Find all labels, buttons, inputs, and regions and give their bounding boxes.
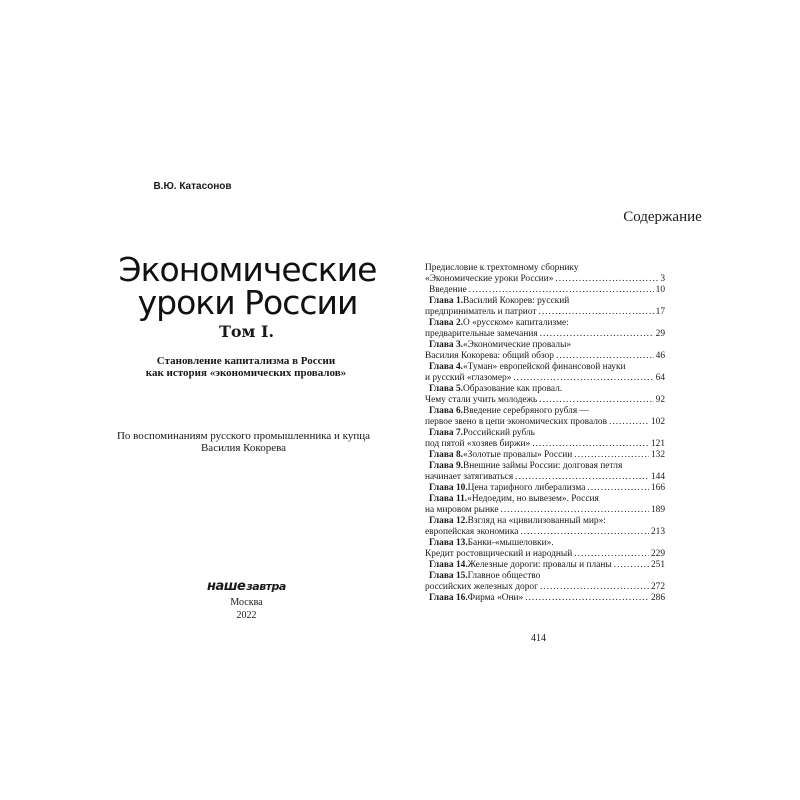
dot-leader xyxy=(555,274,658,285)
toc-text: Железные дороги: провалы и планы xyxy=(467,560,612,570)
toc-line xyxy=(425,461,665,472)
toc-line xyxy=(425,417,665,428)
toc-line xyxy=(425,516,665,527)
toc-text: «Экономические провалы» xyxy=(462,340,572,350)
dot-leader xyxy=(538,307,653,318)
toc-entry xyxy=(425,483,665,494)
toc-entry xyxy=(425,318,665,340)
toc-line xyxy=(425,351,665,362)
toc-text: первое звено в цепи экономических провалов xyxy=(425,417,608,427)
publication-city: Москва xyxy=(230,597,263,608)
toc-text: предприниматель и патриот xyxy=(425,307,537,317)
toc-text: Цена тарифного либерализма xyxy=(467,483,586,493)
chapter-number: Глава 9. xyxy=(429,461,463,471)
toc-line xyxy=(425,549,665,560)
toc-text: «Туман» европейской финансовой науки xyxy=(462,362,626,372)
dot-leader xyxy=(515,472,649,483)
contents-page xyxy=(400,0,800,800)
chapter-number: Глава 4. xyxy=(429,362,463,372)
dot-leader xyxy=(574,450,649,461)
toc-entry xyxy=(425,384,665,406)
toc-page-number: 10 xyxy=(655,285,665,295)
toc-entry xyxy=(425,340,665,362)
toc-text: Внешние займы России: долговая петля xyxy=(462,461,623,471)
page-number: 414 xyxy=(531,633,546,644)
toc-text: Введение серебряного рубля — xyxy=(462,406,589,416)
toc-line xyxy=(425,450,665,461)
toc-page-number: 213 xyxy=(650,527,665,537)
dot-leader xyxy=(574,549,649,560)
toc-text: Банки-«мышеловки». xyxy=(467,538,554,548)
toc-line xyxy=(425,494,665,505)
toc-line xyxy=(425,505,665,516)
publisher-logo-part-2: завтра xyxy=(246,580,286,593)
chapter-number: Глава 12. xyxy=(429,516,468,526)
toc-text: под пятой «хозяев биржи» xyxy=(425,439,531,449)
toc-text: европейская экономика xyxy=(425,527,519,537)
dot-leader xyxy=(500,505,648,516)
toc-text: российских железных дорог xyxy=(425,582,538,592)
volume-number: Том I. xyxy=(218,322,275,341)
toc-entry xyxy=(425,263,665,285)
publication-year: 2022 xyxy=(236,610,257,621)
toc-entry xyxy=(425,428,665,450)
toc-text: Фирма «Они» xyxy=(467,593,524,603)
memoir-note-line-1: По воспоминаниям русского промышленника и купца xyxy=(116,430,371,442)
toc-text: Чему стали учить молодежь xyxy=(425,395,538,405)
toc-text: на мировом рынке xyxy=(425,505,499,515)
toc-page-number: 29 xyxy=(655,329,665,339)
toc-entry xyxy=(425,560,665,571)
toc-line xyxy=(425,428,665,439)
toc-line xyxy=(425,527,665,538)
toc-entry xyxy=(425,538,665,560)
toc-page-number: 121 xyxy=(650,439,665,449)
toc-page-number: 251 xyxy=(650,560,665,570)
toc-text: «Недоедим, но вывезем». Россия xyxy=(467,494,599,504)
publisher-logo xyxy=(207,580,287,594)
toc-page-number: 144 xyxy=(650,472,665,482)
toc-line xyxy=(425,340,665,351)
contents-list xyxy=(425,263,665,604)
chapter-number: Глава 5. xyxy=(429,384,463,394)
toc-line xyxy=(425,318,665,329)
toc-entry xyxy=(425,593,665,604)
toc-line xyxy=(425,263,665,274)
dot-leader xyxy=(525,593,649,604)
chapter-number: Глава 6. xyxy=(429,406,463,416)
toc-text: и русский «глазомер» xyxy=(425,373,512,383)
chapter-number: Глава 2. xyxy=(429,318,463,328)
toc-entry xyxy=(425,285,665,296)
toc-line xyxy=(425,560,665,571)
chapter-number: Глава 1. xyxy=(429,296,463,306)
toc-entry xyxy=(425,494,665,516)
dot-leader xyxy=(520,527,649,538)
toc-line xyxy=(425,439,665,450)
toc-text: Российский рубль xyxy=(462,428,535,438)
toc-page-number: 3 xyxy=(660,274,665,284)
chapter-number: Глава 10. xyxy=(429,483,468,493)
toc-entry xyxy=(425,450,665,461)
chapter-number: Глава 13. xyxy=(429,538,468,548)
toc-entry xyxy=(425,571,665,593)
chapter-number: Глава 14. xyxy=(429,560,468,570)
author-name: В.Ю. Катасонов xyxy=(153,181,232,192)
chapter-number: Глава 15. xyxy=(429,571,468,581)
toc-text: начинает затягиваться xyxy=(425,472,514,482)
toc-text: Василия Кокорева: общий обзор xyxy=(425,351,554,361)
dot-leader xyxy=(540,329,654,340)
toc-line xyxy=(425,571,665,582)
dot-leader xyxy=(609,417,649,428)
dot-leader xyxy=(556,351,654,362)
dot-leader xyxy=(614,560,649,571)
toc-text: Главное общество xyxy=(467,571,541,581)
toc-text: Кредит ростовщический и народный xyxy=(425,549,573,559)
memoir-note-line-2: Василия Кокорева xyxy=(200,442,287,454)
toc-text: «Экономические уроки России» xyxy=(425,274,554,284)
chapter-number: Глава 3. xyxy=(429,340,463,350)
toc-text: Взгляд на «цивилизованный мир»: xyxy=(467,516,606,526)
toc-text: Василий Кокорев: русский xyxy=(462,296,570,306)
dot-leader xyxy=(513,373,653,384)
toc-line xyxy=(425,373,665,384)
toc-page-number: 229 xyxy=(650,549,665,559)
toc-line xyxy=(425,538,665,549)
toc-entry xyxy=(425,516,665,538)
book-title-line-2: уроки России xyxy=(137,283,358,322)
toc-page-number: 286 xyxy=(650,593,665,603)
subtitle-line-2: как история «экономических провалов» xyxy=(145,367,347,379)
contents-heading: Содержание xyxy=(623,209,702,225)
toc-line xyxy=(425,472,665,483)
toc-line xyxy=(425,593,665,604)
toc-text: Предисловие к трехтомному сборнику xyxy=(425,263,579,273)
toc-line xyxy=(425,285,665,296)
toc-page-number: 102 xyxy=(650,417,665,427)
dot-leader xyxy=(539,395,653,406)
toc-line xyxy=(425,296,665,307)
dot-leader xyxy=(469,285,654,296)
subtitle-line-1: Становление капитализма в России xyxy=(156,355,336,367)
toc-line xyxy=(425,329,665,340)
toc-page-number: 272 xyxy=(650,582,665,592)
chapter-number: Глава 7. xyxy=(429,428,463,438)
publisher-logo-part-1: наше xyxy=(207,579,246,594)
chapter-number: Глава 11. xyxy=(429,494,468,504)
toc-line xyxy=(425,483,665,494)
toc-line xyxy=(425,406,665,417)
toc-text: О «русском» капитализме: xyxy=(462,318,569,328)
toc-page-number: 17 xyxy=(655,307,665,317)
chapter-number: Глава 8. xyxy=(429,450,463,460)
dot-leader xyxy=(540,582,649,593)
toc-page-number: 166 xyxy=(650,483,665,493)
toc-page-number: 92 xyxy=(655,395,665,405)
toc-entry xyxy=(425,406,665,428)
toc-page-number: 64 xyxy=(655,373,665,383)
toc-line xyxy=(425,384,665,395)
dot-leader xyxy=(587,483,649,494)
toc-entry xyxy=(425,362,665,384)
toc-text: Введение xyxy=(429,285,467,295)
toc-entry xyxy=(425,461,665,483)
toc-line xyxy=(425,395,665,406)
toc-page-number: 189 xyxy=(650,505,665,515)
book-title-line-1: Экономические xyxy=(118,250,377,289)
toc-text: Образование как провал. xyxy=(462,384,563,394)
dot-leader xyxy=(532,439,649,450)
toc-line xyxy=(425,307,665,318)
toc-page-number: 46 xyxy=(655,351,665,361)
toc-text: «Золотые провалы» России xyxy=(462,450,573,460)
toc-line xyxy=(425,362,665,373)
toc-text: предварительные замечания xyxy=(425,329,538,339)
toc-line xyxy=(425,274,665,285)
chapter-number: Глава 16. xyxy=(429,593,468,603)
toc-line xyxy=(425,582,665,593)
toc-entry xyxy=(425,296,665,318)
toc-page-number: 132 xyxy=(650,450,665,460)
